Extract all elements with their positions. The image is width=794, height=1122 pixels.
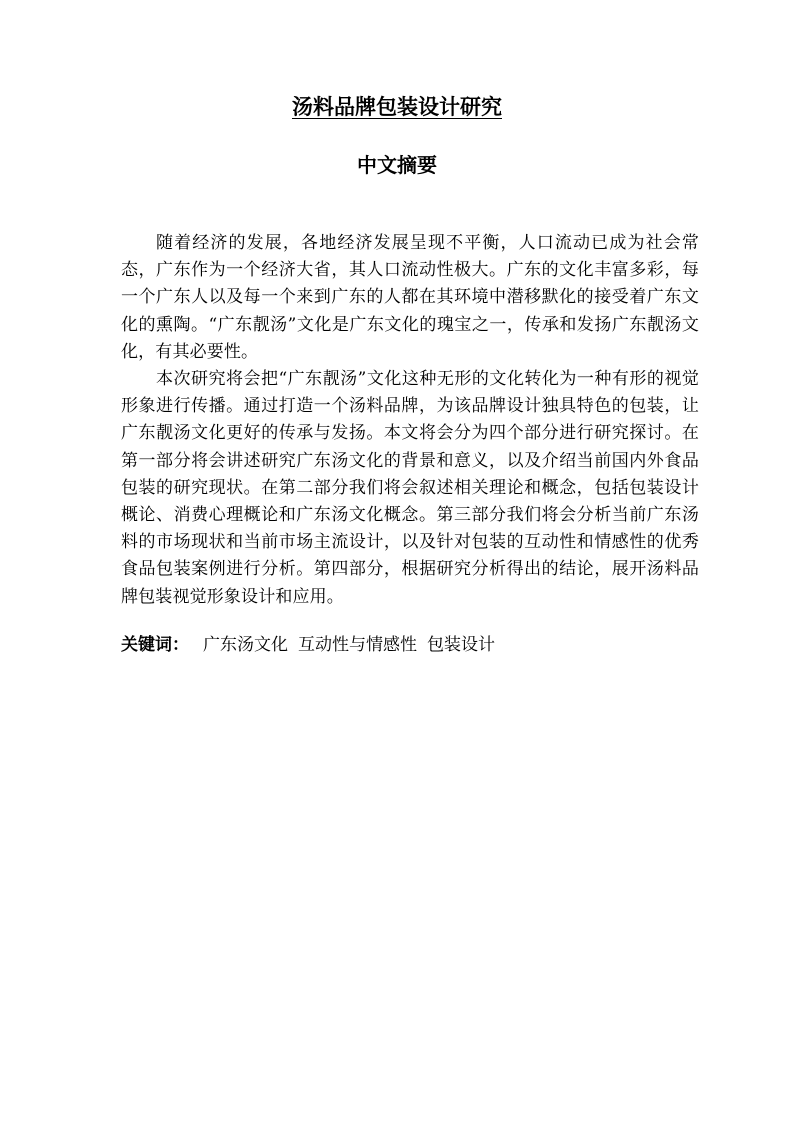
title-text: 汤料品牌包装设计研究 <box>292 95 502 119</box>
document-title <box>0 92 794 122</box>
keyword-item: 互动性与情感性 <box>298 635 417 655</box>
keyword-item: 广东汤文化 <box>203 635 288 655</box>
abstract-body <box>121 230 699 611</box>
abstract-paragraph-1: 随着经济的发展，各地经济发展呈现不平衡，人口流动已成为社会常态，广东作为一个经济大省，其人口流动性极大。广东的文化丰富多彩，每一个广东人以及每一个来到广东的人都在其环境中潜移默化的接受着广东文化的熏陶。“广东靓汤”文化是广东文化的瑰宝之一，传承和发扬广东靓汤文化，有其必要性。 <box>121 233 699 362</box>
abstract-heading: 中文摘要 <box>357 153 437 177</box>
keyword-item: 包装设计 <box>427 635 495 655</box>
abstract-paragraph-2: 本次研究将会把“广东靓汤”文化这种无形的文化转化为一种有形的视觉形象进行传播。通过打造一个汤料品牌，为该品牌设计独具特色的包装，让广东靓汤文化更好的传承与发扬。本文将会分为四个部分进行研究探讨。在第一部分将会讲述研究广东汤文化的背景和意义，以及介绍当前国内外食品包装的研究现状。在第二部分我们将会叙述相关理论和概念，包括包装设计概论、消费心理概论和广东汤文化概念。第三部分我们将会分析当前广东汤料的市场现状和当前市场主流设计，以及针对包装的互动性和情感性的优秀食品包装案例进行分析。第四部分，根据研究分析得出的结论，展开汤料品牌包装视觉形象设计和应用。 <box>121 369 699 607</box>
keywords-line <box>121 632 699 659</box>
keywords-label: 关键词： <box>121 635 189 655</box>
